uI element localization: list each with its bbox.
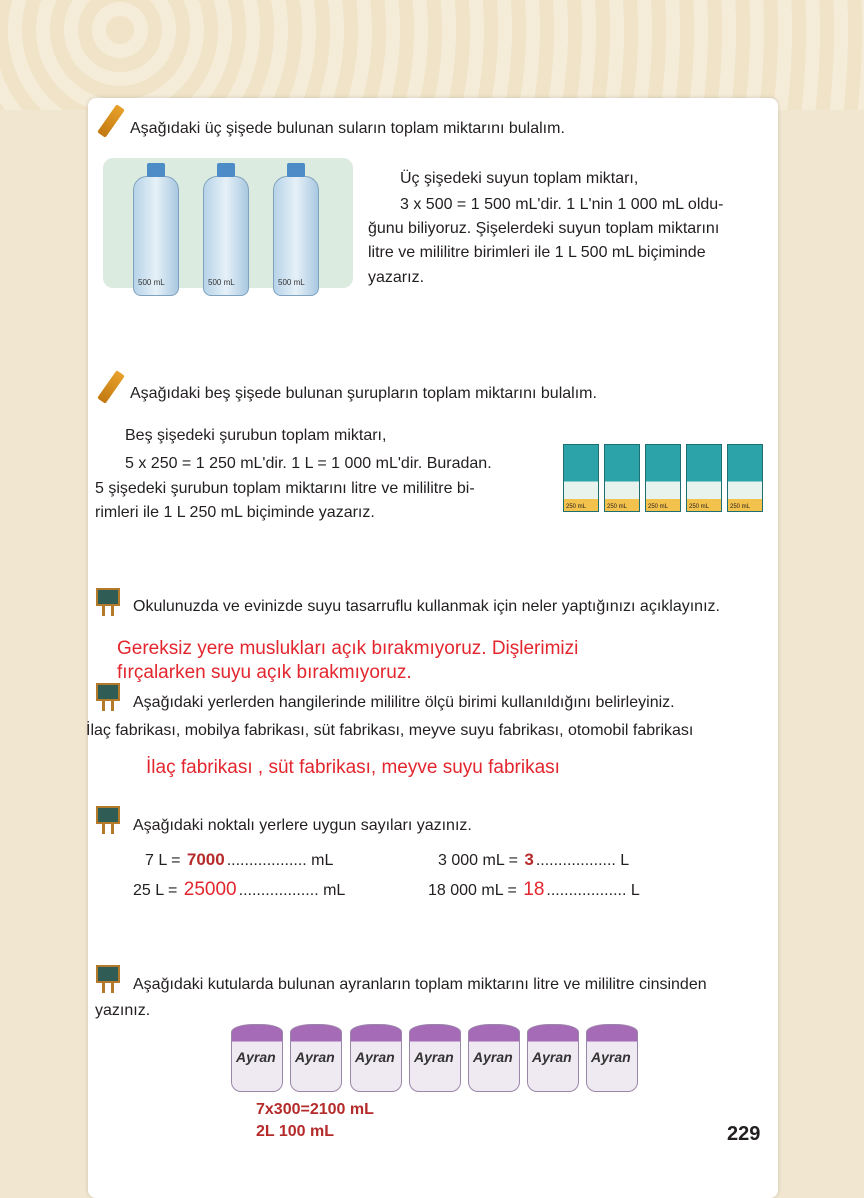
ayran-cup bbox=[468, 1024, 520, 1092]
fill-left: 18 000 mL = bbox=[428, 882, 522, 899]
box-label: 250 mL bbox=[689, 504, 710, 510]
answer-text: 2L 100 mL bbox=[256, 1123, 334, 1140]
text-line: litre ve mililitre birimleri ile 1 L 500 mL biçiminde bbox=[368, 244, 706, 261]
box-label: 250 mL bbox=[566, 504, 587, 510]
fill-unit: L bbox=[615, 852, 630, 869]
answer-text: İlaç fabrikası , süt fabrikası, meyve suyu fabrikası bbox=[146, 757, 560, 778]
text-line: yazarız. bbox=[368, 269, 425, 286]
fill-unit: L bbox=[626, 882, 640, 899]
answer-text[interactable]: 25000 bbox=[183, 879, 237, 900]
question-text: Aşağıdaki yerlerden hangilerinde mililitre ölçü birimi kullanıldığını belirleyiniz. bbox=[133, 694, 675, 711]
fill-unit: mL bbox=[306, 852, 334, 869]
page-number: 229 bbox=[727, 1123, 761, 1145]
bottles-illustration bbox=[103, 158, 353, 288]
syrup-box bbox=[604, 444, 640, 512]
syrup-box bbox=[563, 444, 599, 512]
background-pattern bbox=[0, 0, 864, 110]
text-line: Üç şişedeki suyun toplam miktarı, bbox=[400, 170, 639, 187]
fill-left: 7 L = bbox=[145, 852, 185, 869]
section2-title: Aşağıdaki beş şişede bulunan şurupların toplam miktarını bulalım. bbox=[130, 385, 597, 402]
cup-label: Ayran bbox=[473, 1049, 513, 1065]
text-line: 5 x 250 = 1 250 mL'dir. 1 L = 1 000 mL'dir. Buradan. bbox=[125, 455, 492, 472]
options-text: İlaç fabrikası, mobilya fabrikası, süt fabrikası, meyve suyu fabrikası, otomobil fabrikası bbox=[86, 722, 694, 739]
text-line: rimleri ile 1 L 250 mL biçiminde yazarız. bbox=[95, 504, 375, 521]
question-text: Okulunuzda ve evinizde suyu tasarruflu kullanmak için neler yaptığınızı açıklayınız. bbox=[133, 598, 720, 615]
bottle bbox=[273, 176, 319, 296]
answer-text: 7x300=2100 mL bbox=[256, 1101, 374, 1118]
fill-item bbox=[133, 876, 345, 905]
chalkboard-icon bbox=[96, 806, 120, 836]
syrup-box bbox=[645, 444, 681, 512]
ayran-cup bbox=[231, 1024, 283, 1092]
chalkboard-icon bbox=[96, 965, 120, 995]
section1-title: Aşağıdaki üç şişede bulunan suların toplam miktarını bulalım. bbox=[130, 120, 565, 137]
syrup-box bbox=[686, 444, 722, 512]
ayran-cup bbox=[409, 1024, 461, 1092]
cup-label: Ayran bbox=[414, 1049, 454, 1065]
bottle bbox=[203, 176, 249, 296]
fill-dots: .................. bbox=[226, 852, 307, 869]
text-line: 5 şişedeki şurubun toplam miktarını litre ve mililitre bi- bbox=[95, 480, 475, 497]
ayran-cup bbox=[586, 1024, 638, 1092]
question-text: Aşağıdaki noktalı yerlere uygun sayıları yazınız. bbox=[133, 817, 472, 834]
fill-item bbox=[428, 876, 640, 905]
chalkboard-icon bbox=[96, 683, 120, 713]
question-text: yazınız. bbox=[95, 1002, 151, 1019]
cup-label: Ayran bbox=[591, 1049, 631, 1065]
cup-label: Ayran bbox=[295, 1049, 335, 1065]
text-line: ğunu biliyoruz. Şişelerdeki suyun toplam miktarını bbox=[368, 220, 720, 237]
bottle-label: 500 mL bbox=[138, 278, 165, 287]
ayran-cup bbox=[527, 1024, 579, 1092]
answer-text[interactable]: 18 bbox=[523, 879, 545, 900]
chalkboard-icon bbox=[96, 588, 120, 618]
fill-dots: .................. bbox=[535, 852, 616, 869]
fill-left: 25 L = bbox=[133, 882, 182, 899]
ayran-cup bbox=[290, 1024, 342, 1092]
bottle bbox=[133, 176, 179, 296]
fill-item bbox=[438, 846, 629, 875]
cup-label: Ayran bbox=[236, 1049, 276, 1065]
fill-unit: mL bbox=[318, 882, 346, 899]
box-label: 250 mL bbox=[607, 504, 628, 510]
text-line: 3 x 500 = 1 500 mL'dir. 1 L'nin 1 000 mL oldu- bbox=[400, 196, 724, 213]
answer-text[interactable]: 7000 bbox=[186, 850, 225, 869]
text-line: Beş şişedeki şurubun toplam miktarı, bbox=[125, 427, 387, 444]
fill-left: 3 000 mL = bbox=[438, 852, 523, 869]
fill-dots: .................. bbox=[546, 882, 627, 899]
cup-label: Ayran bbox=[532, 1049, 572, 1065]
fill-dots: .................. bbox=[238, 882, 319, 899]
question-text: Aşağıdaki kutularda bulunan ayranların toplam miktarını litre ve mililitre cinsinden bbox=[133, 976, 707, 993]
box-label: 250 mL bbox=[648, 504, 669, 510]
answer-text: fırçalarken suyu açık bırakmıyoruz. bbox=[117, 662, 412, 683]
answer-text[interactable]: 3 bbox=[524, 850, 534, 869]
fill-item bbox=[145, 846, 333, 875]
answer-text: Gereksiz yere muslukları açık bırakmıyoruz. Dişlerimizi bbox=[117, 638, 579, 659]
ayran-cup bbox=[350, 1024, 402, 1092]
bottle-label: 500 mL bbox=[208, 278, 235, 287]
cup-label: Ayran bbox=[355, 1049, 395, 1065]
bottle-label: 500 mL bbox=[278, 278, 305, 287]
box-label: 250 mL bbox=[730, 504, 751, 510]
syrup-box bbox=[727, 444, 763, 512]
